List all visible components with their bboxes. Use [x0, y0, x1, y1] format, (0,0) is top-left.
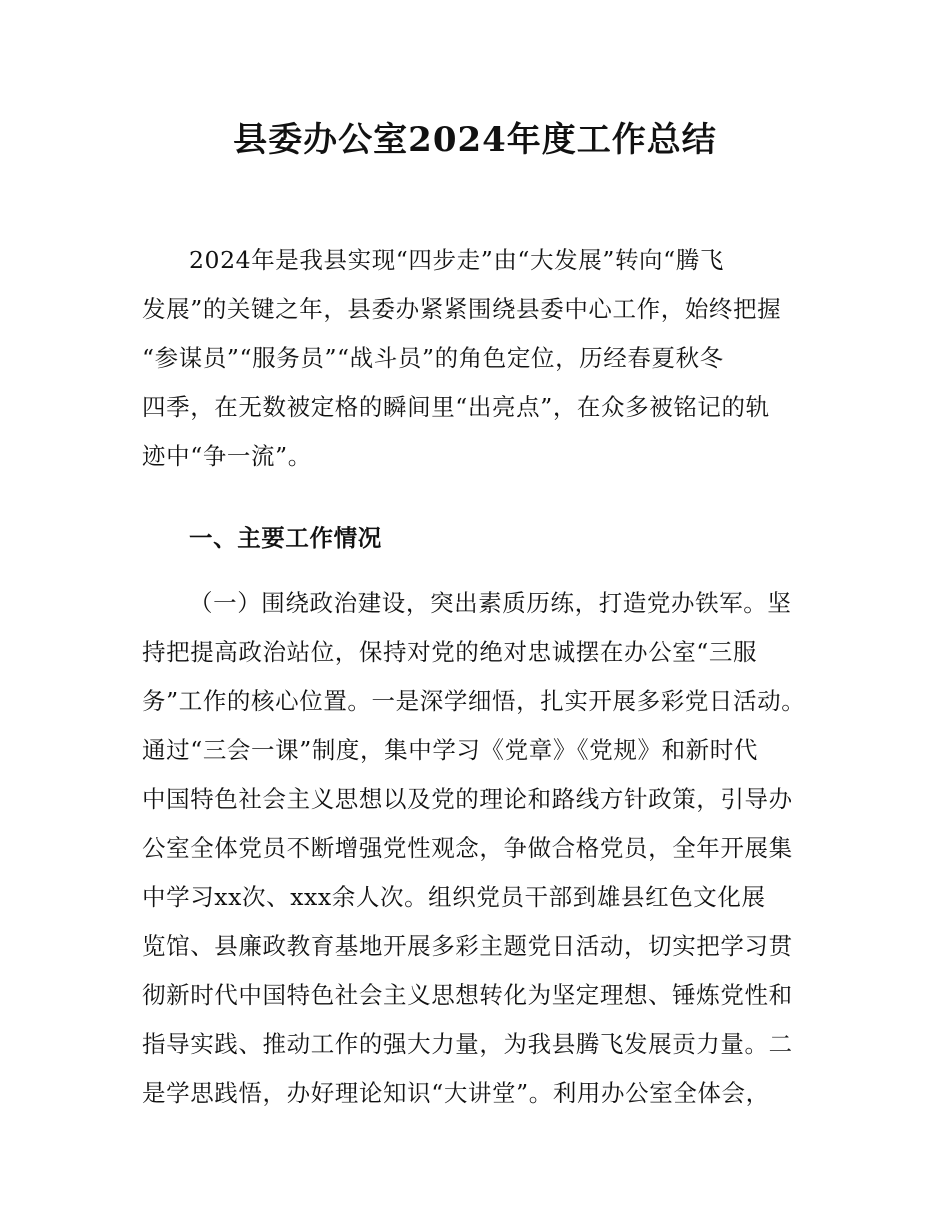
- section-line: 中国特色社会主义思想以及党的理论和路线方针政策，引导办: [142, 785, 793, 813]
- section-line: 通过“三会一课”制度，集中学习《党章》《党规》和新时代: [142, 736, 758, 764]
- document-title: 县委办公室2024年度工作总结: [233, 120, 717, 160]
- section-paragraph: [142, 579, 812, 1118]
- section-line: 公室全体党员不断增强党性观念，争做合格党员，全年开展集: [142, 834, 793, 862]
- section-line: （一）围绕政治建设，突出素质历练，打造党办铁军。坚: [189, 589, 792, 617]
- section-line: 指导实践、推动工作的强大力量，为我县腾飞发展贡力量。二: [142, 1030, 793, 1058]
- intro-line: 2024年是我县实现“四步走”由“大发展”转向“腾飞: [189, 246, 724, 274]
- section-line: 彻新时代中国特色社会主义思想转化为坚定理想、锤炼党性和: [142, 981, 793, 1009]
- intro-line: 迹中“争一流”。: [142, 442, 312, 470]
- section-line: 持把提高政治站位，保持对党的绝对忠诚摆在办公室“三服: [142, 638, 758, 666]
- section-line: 览馆、县廉政教育基地开展多彩主题党日活动，切实把学习贯: [142, 932, 793, 960]
- section-line: 务”工作的核心位置。一是深学细悟，扎实开展多彩党日活动。: [142, 687, 806, 715]
- section-heading: 一、主要工作情况: [189, 524, 382, 552]
- intro-line: “参谋员”“服务员”“战斗员”的角色定位，历经春夏秋冬: [142, 344, 724, 372]
- intro-line: 发展”的关键之年，县委办紧紧围绕县委中心工作，始终把握: [142, 295, 782, 323]
- intro-line: 四季，在无数被定格的瞬间里“出亮点”，在众多被铭记的轨: [142, 393, 770, 421]
- section-line: 中学习xx次、xxx余人次。组织党员干部到雄县红色文化展: [142, 883, 766, 911]
- intro-paragraph: [142, 236, 812, 481]
- section-line: 是学思践悟，办好理论知识“大讲堂”。利用办公室全体会，: [142, 1079, 770, 1107]
